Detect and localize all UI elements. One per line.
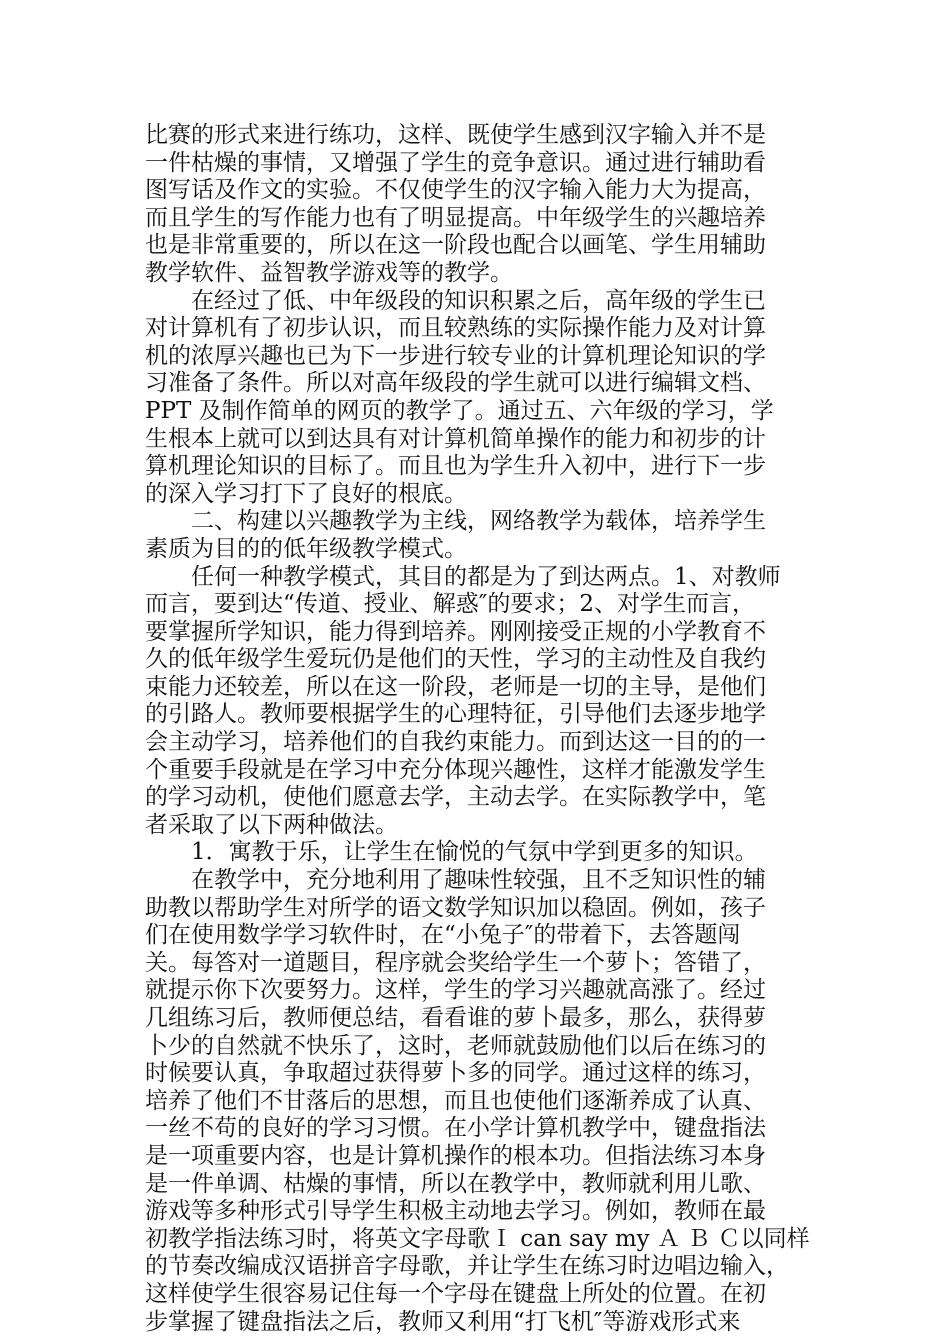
text-line: 培养了他们不甘落后的思想，而且也使他们逐渐养成了认真、 [145,1087,766,1114]
text-line: 要掌握所学知识，能力得到培养。刚刚接受正规的小学教育不 [145,618,766,645]
text-line: 久的低年级学生爱玩仍是他们的天性，学习的主动性及自我约 [145,646,766,673]
text-line: 游戏等多种形式引导学生积极主动地去学习。例如，教师在最 [145,1198,766,1225]
text-line: 1．寓教于乐，让学生在愉悦的气氛中学到更多的知识。 [191,839,758,866]
text-line: 而且学生的写作能力也有了明显提高。中年级学生的兴趣培养 [145,204,766,231]
text-line: 比赛的形式来进行练功，这样、既使学生感到汉字输入并不是 [145,122,766,148]
text-line: 一丝不苟的良好的学习习惯。在小学计算机教学中，键盘指法 [145,1115,766,1142]
text-line: 关。每答对一道题目，程序就会奖给学生一个萝卜；答错了， [145,949,766,976]
text-line: 算机理论知识的目标了。而且也为学生升入初中，进行下一步 [145,453,766,480]
text-line: 的深入学习打下了良好的根底。 [145,480,467,507]
text-line: 个重要手段就是在学习中充分体现兴趣性，这样才能激发学生 [145,756,766,783]
text-line: 初教学指法练习时，将英文字母歌Ｉ can say my Ａ Ｂ Ｃ以同样 [145,1225,810,1252]
text-line: 的引路人。教师要根据学生的心理特征，引导他们去逐步地学 [145,701,766,728]
text-line: 而言，要到达“传道、授业、解惑″的要求；2、对学生而言， [145,591,755,618]
text-line: 习准备了条件。所以对高年级段的学生就可以进行编辑文档、 [145,370,766,397]
text-line: 图写话及作文的实验。不仅使学生的汉字输入能力大为提高， [145,177,766,204]
text-line: 步掌握了键盘指法之后，教师又利用“打飞机″等游戏形式来 [145,1308,741,1335]
text-line: 对计算机有了初步认识，而且较熟练的实际操作能力及对计算 [145,315,766,342]
text-line: 在经过了低、中年级段的知识积累之后，高年级的学生已 [191,287,766,314]
text-line: 就提示你下次要努力。这样，学生的学习兴趣就高涨了。经过 [145,977,766,1004]
text-line: 机的浓厚兴趣也已为下一步进行较专业的计算机理论知识的学 [145,342,766,369]
text-line: 时候要认真，争取超过获得萝卜多的同学。通过这样的练习， [145,1060,766,1087]
text-line: 是一项重要内容，也是计算机操作的根本功。但指法练习本身 [145,1142,766,1169]
text-line: PPT 及制作简单的网页的教学了。通过五、六年级的学习，学 [145,397,774,424]
text-line: 卜少的自然就不快乐了，这时，老师就鼓励他们以后在练习的 [145,1032,766,1059]
text-line: 们在使用数学学习软件时，在“小兔子″的带着下，去答题闯 [145,922,741,949]
text-line: 的学习动机，使他们愿意去学，主动去学。在实际教学中，笔 [145,784,766,811]
text-line: 也是非常重要的，所以在这一阶段也配合以画笔、学生用辅助 [145,232,766,259]
body-text [145,122,815,1336]
text-line: 的节奏改编成汉语拼音字母歌，并让学生在练习时边唱边输入， [145,1253,789,1280]
text-line: 在教学中，充分地利用了趣味性较强，且不乏知识性的辅 [191,867,766,894]
text-line: 教学软件、益智教学游戏等的教学。 [145,259,513,286]
text-line: 者采取了以下两种做法。 [145,811,398,838]
text-line: 束能力还较差，所以在这一阶段，老师是一切的主导，是他们 [145,673,766,700]
text-line: 一件枯燥的事情，又增强了学生的竞争意识。通过进行辅助看 [145,149,766,176]
text-line: 这样使学生很容易记住每一个字母在键盘上所处的位置。在初 [145,1280,766,1307]
text-line: 任何一种教学模式，其目的都是为了到达两点。1、对教师 [191,563,781,590]
text-line: 素质为目的的低年级教学模式。 [145,535,467,562]
text-line: 几组练习后，教师便总结，看看谁的萝卜最多，那么，获得萝 [145,1005,766,1031]
text-line: 是一件单调、枯燥的事情，所以在教学中，教师就利用儿歌、 [145,1170,766,1197]
text-line: 助教以帮助学生对所学的语文数学知识加以稳固。例如，孩子 [145,894,766,921]
text-line: 二、构建以兴趣教学为主线，网络教学为载体，培养学生 [191,508,766,535]
text-line: 会主动学习，培养他们的自我约束能力。而到达这一目的的一 [145,729,766,756]
text-line: 生根本上就可以到达具有对计算机简单操作的能力和初步的计 [145,425,766,452]
